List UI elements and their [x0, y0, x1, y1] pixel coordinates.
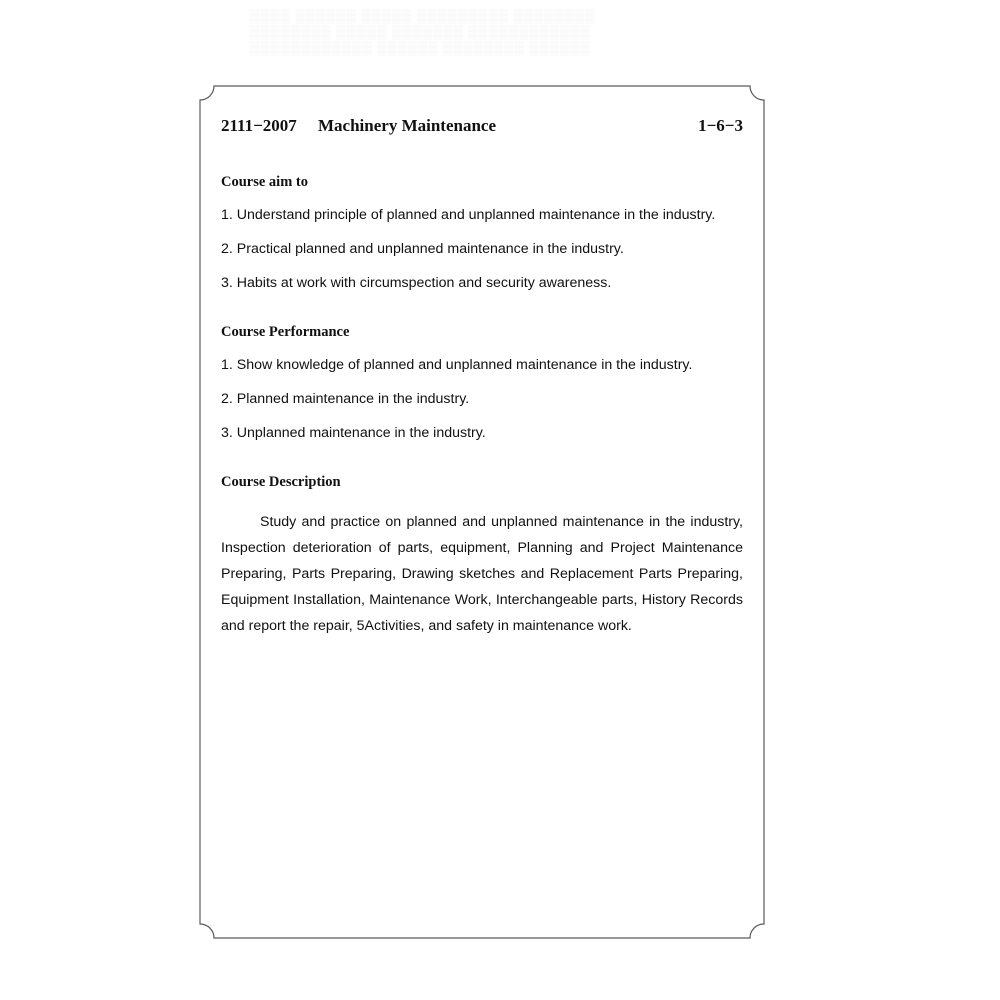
- performance-item: 2. Planned maintenance in the industry.: [221, 391, 470, 407]
- show-through-text: ▒▒▒▒ ▒▒▒▒▒▒ ▒▒▒▒▒ ▒▒▒▒▒▒▒▒▒ ▒▒▒▒▒▒▒▒ ▒▒▒▒▒▒▒▒ ▒▒▒▒▒ ▒▒▒▒▒▒▒ ▒▒▒▒▒▒▒▒▒▒▒▒ ▒▒▒▒▒▒▒▒▒▒▒▒ ▒▒▒▒▒▒ ▒▒▒▒▒▒▒▒ ▒▒▒▒▒▒: [250, 8, 596, 55]
- aim-item: 2. Practical planned and unplanned maintenance in the industry.: [221, 241, 624, 257]
- section-heading-aims: Course aim to: [221, 174, 308, 190]
- course-description-text: Study and practice on planned and unplanned maintenance in the industry, Inspection deterioration of parts, equipment, Planning and Project Maintenance Preparing, Parts Preparing, Drawing sketches and Replacement Parts Preparing, Equipment Installation, Maintenance Work, Interchangeable parts, History Records and report the repair, 5Activities, and safety in maintenance work.: [221, 514, 743, 634]
- course-header: [221, 114, 743, 138]
- aim-item: 3. Habits at work with circumspection and security awareness.: [221, 275, 612, 291]
- section-heading-description: Course Description: [221, 474, 341, 490]
- course-code: 2111−2007: [221, 116, 297, 135]
- section-heading-performance: Course Performance: [221, 324, 350, 340]
- performance-item: 3. Unplanned maintenance in the industry.: [221, 425, 486, 441]
- performance-item: 1. Show knowledge of planned and unplanned maintenance in the industry.: [221, 357, 693, 373]
- course-title: Machinery Maintenance: [318, 116, 496, 135]
- course-credits: 1−6−3: [698, 116, 743, 135]
- aim-item: 1. Understand principle of planned and unplanned maintenance in the industry.: [221, 207, 716, 223]
